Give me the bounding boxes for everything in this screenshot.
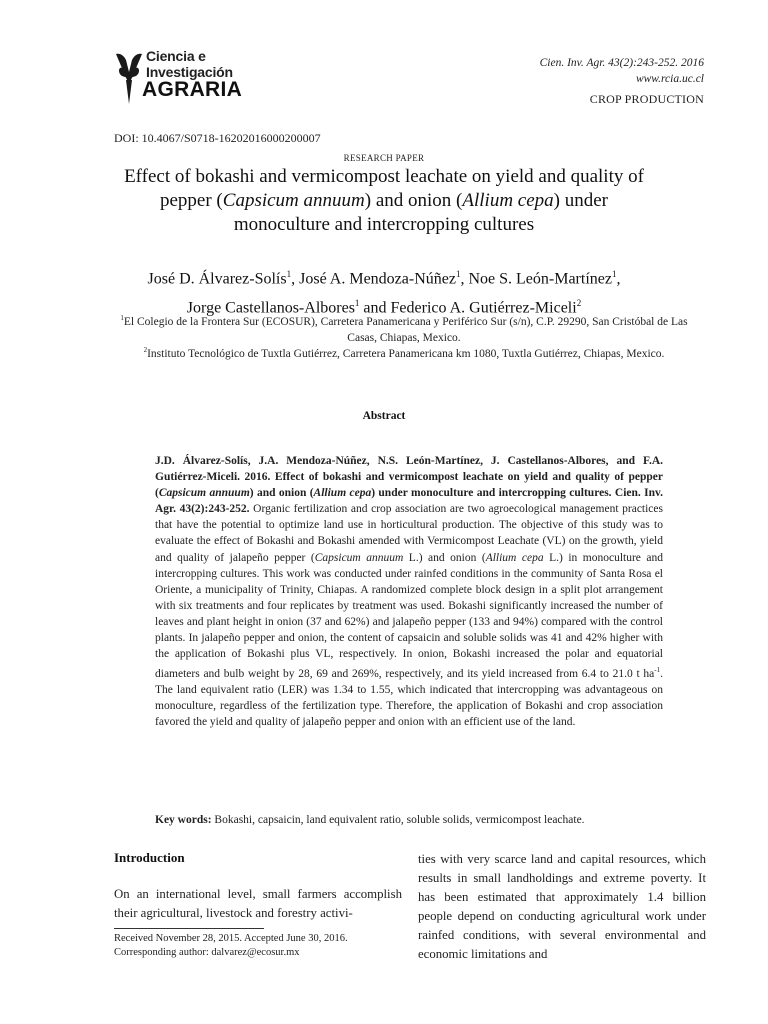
affiliation-number: 2 — [143, 346, 148, 354]
author-name: Federico A. Gutiérrez-Miceli — [390, 299, 577, 317]
journal-logo — [114, 44, 264, 110]
abstract-text: L.) in monoculture and intercropping cultures. This work was conducted under rainfed conditions in the community of Santa Rosa el Oriente, a municipality of Trinity, Chiapas. A randomized complete block design in a split plot arrangement with six treatments and four replicates by treatment was used. Bokashi significantly increased the number of leaves and plant height in onion (37 and 62%) and jalapeño pepper (133 and 94%) compared with the control plants. In jalapeño pepper and onion, the content of capsaicin and soluble solids was 41 and 42% higher with the application of Bokashi plus VL, respectively. In onion, Bokashi increased the polar and equatorial diameters and bulb weight by 28, 69 and 269%, respectively, and its yield increased from 6.4 to 21.0 t ha — [155, 551, 664, 681]
logo-line-2: Investigación — [146, 64, 233, 80]
abstract-text: . The land equivalent ratio (LER) was 1.34 to 1.55, which indicated that intercropping was advantageous on monoculture, regardless of the fertilization type. Therefore, the application of Bokashi and crop association favored the yield and quality of jalapeño pepper and onion with an efficient use of the land. — [155, 668, 663, 729]
unit-superscript: -1 — [654, 666, 661, 675]
author-conjunction: and — [359, 299, 391, 317]
affiliation-marker: 2 — [576, 298, 582, 309]
introduction-right-column: ties with very scarce land and capital resources, which results in small landholdings and extreme poverty. It has been estimated that approximately 1.4 billion people depend on conducting agricultural work under rainfed conditions, with several environmental and economic limitations and — [418, 852, 706, 961]
citation-part: ) and onion ( — [249, 487, 314, 500]
doi-text[interactable]: DOI: 10.4067/S0718-16202016000200007 — [114, 131, 321, 145]
affiliation-number: 1 — [120, 314, 124, 322]
affiliation-text: El Colegio de la Frontera Sur (ECOSUR), Carretera Panamericana y Periférico Sur (s/n), C.P. 29290, San Cristóbal de Las Casas, Chiapas, Mexico. — [123, 315, 688, 344]
affiliation-1 — [114, 310, 694, 346]
footnote-divider — [114, 928, 264, 929]
section-label: CROP PRODUCTION — [589, 92, 704, 106]
author-name: Noe S. León-Martínez — [468, 270, 612, 288]
corresponding-author: Corresponding author: dalvarez@ecosur.mx — [114, 947, 300, 958]
abstract-heading: Abstract — [362, 410, 406, 422]
author-name: José D. Álvarez-Solís — [147, 270, 287, 288]
author-name: José A. Mendoza-Núñez — [299, 270, 456, 288]
leaf-logo-icon — [114, 50, 144, 106]
citation-part: ) under monoculture and intercropping cultures. Cien. Inv. Agr. 43(2):243-252. — [155, 487, 663, 516]
title-part: ) under monoculture and intercropping cultures — [233, 190, 608, 235]
keywords — [155, 814, 675, 826]
affiliation-marker: 1 — [286, 269, 292, 279]
keywords-text: Bokashi, capsaicin, land equivalent ratio, soluble solids, vermicompost leachate. — [211, 814, 585, 826]
title-part: Effect of bokashi and vermicompost leachate on yield and quality of pepper ( — [124, 166, 644, 211]
paper-type: RESEARCH PAPER — [343, 153, 425, 163]
title-species: Capsicum annuum — [222, 190, 365, 211]
journal-website-link[interactable]: www.rcia.uc.cl — [635, 73, 704, 85]
citation-species: Allium cepa — [313, 487, 372, 500]
paper-title — [120, 165, 648, 237]
affiliation-marker: 1 — [611, 269, 617, 279]
received-dates: Received November 28, 2015. Accepted June 30, 2016. — [114, 933, 348, 944]
keywords-label: Key words: — [155, 814, 212, 826]
citation-species: Capsicum annuum — [158, 487, 250, 500]
author-name: Jorge Castellanos-Albores — [186, 299, 355, 317]
journal-citation — [540, 55, 704, 87]
citation-part: J.D. Álvarez-Solís, J.A. Mendoza-Núñez, N.S. León-Martínez, J. Castellanos-Albores, and F.A. Gutiérrez-Miceli. 2016. Effect of bokashi and vermicompost leachate on yield and quality of pepper ( — [155, 455, 663, 500]
affiliation-2 — [114, 342, 694, 362]
affiliation-marker: 1 — [354, 298, 360, 309]
affiliation-text: Instituto Tecnológico de Tuxtla Gutiérrez, Carretera Panamericana km 1080, Tuxtla Gutiérrez, Chiapas, Mexico. — [147, 347, 665, 360]
logo-line-3: AGRARIA — [142, 78, 243, 101]
abstract-text: L.) and onion ( — [403, 551, 486, 564]
citation-text: Cien. Inv. Agr. 43(2):243-252. 2016 — [539, 57, 704, 69]
abstract-species: Allium cepa — [485, 551, 544, 564]
title-part: ) and onion ( — [364, 190, 463, 211]
title-species: Allium cepa — [462, 190, 554, 211]
logo-line-1: Ciencia e — [146, 48, 206, 64]
introduction-left-column: On an international level, small farmers accomplish their agricultural, livestock and forestry activi- — [114, 887, 402, 920]
author-list: José D. Álvarez-Solís$^1$, José A. Mendoza-Núñez$^1$, Noe S. León-Martínez$^1$, Jorge Castellanos-Albores$^1$ and Federico A. Gutiérrez-Miceli$^2$ — [147, 269, 621, 317]
abstract-text: Organic fertilization and crop association are two agroecological management practices that have the potential to optimize land use in horticultural production. The objective of this study was to evaluate the effect of Bokashi and Bokashi amended with Vermicompost Leachate (VL) on the growth, yield and quality of jalapeño pepper ( — [155, 503, 663, 564]
footnote — [114, 932, 404, 960]
affiliation-marker: 1 — [455, 269, 461, 279]
introduction-heading: Introduction — [114, 850, 185, 865]
abstract-body — [155, 453, 663, 730]
abstract-species: Capsicum annuum — [314, 551, 404, 564]
